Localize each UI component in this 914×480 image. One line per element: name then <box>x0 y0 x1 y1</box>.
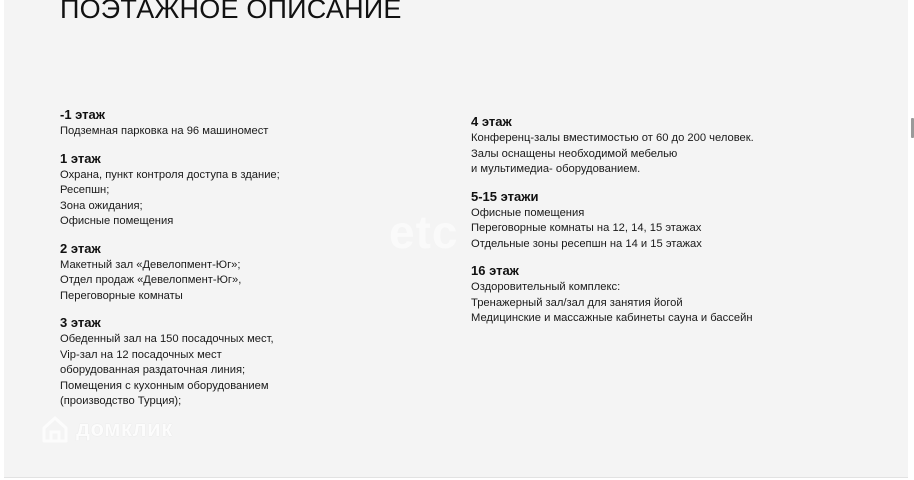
floor-title: 4 этаж <box>471 114 512 129</box>
house-icon <box>40 414 70 444</box>
domclick-watermark-text: домклик <box>76 416 173 441</box>
floor-line: Зона ожидания; <box>60 199 143 212</box>
document-page <box>4 0 908 478</box>
floor-line: Ресепшн; <box>60 184 110 196</box>
floor-line: Отдел продаж «Девелопмент-Юг», <box>60 274 242 286</box>
floor-line: оборудованная раздаточная линия; <box>60 364 246 376</box>
floor-line: (производство Турция); <box>60 395 182 407</box>
floor-section <box>60 314 440 410</box>
floor-line: Залы оснащены необходимой мебелью <box>471 147 678 160</box>
floor-line: Помещения с кухонным оборудованием <box>60 379 269 392</box>
floor-line: и мультимедиа- оборудованием. <box>471 163 641 175</box>
left-column <box>60 106 440 420</box>
floor-line: Отдельные зоны ресепшн на 14 и 15 этажах <box>471 237 702 250</box>
floor-line: Переговорные комнаты <box>60 289 183 302</box>
floor-section <box>471 113 891 178</box>
right-column <box>471 113 891 337</box>
floor-line: Макетный зал «Девелопмент-Юг»; <box>60 258 241 271</box>
floor-title: 1 этаж <box>60 150 101 166</box>
floor-line: Офисные помещения <box>471 206 585 219</box>
floor-title: 5-15 этажи <box>471 188 539 204</box>
floor-section <box>60 150 440 230</box>
watermark-etc: etc <box>389 206 459 258</box>
floor-line: Медицинские и массажные кабинеты сауна и бассейн <box>471 312 753 324</box>
floor-title: 3 этаж <box>60 315 101 330</box>
floor-line: Vip-зал на 12 посадочных мест <box>60 348 222 361</box>
floor-line: Охрана, пункт контроля доступа в здание; <box>60 168 280 181</box>
floor-section <box>471 188 891 253</box>
floor-title: 16 этаж <box>471 263 519 278</box>
floor-line: Подземная парковка на 96 машиномест <box>60 125 269 137</box>
floor-section <box>471 262 891 327</box>
floor-line: Конференц-залы вместимостью от 60 до 200 человек. <box>471 132 754 144</box>
page-title: ПОЭТАЖНОЕ ОПИСАНИЕ <box>60 0 402 24</box>
floor-section <box>60 240 440 305</box>
floor-line: Офисные помещения <box>60 215 174 227</box>
floor-line: Оздоровительный комплекс: <box>471 281 621 293</box>
floor-title: -1 этаж <box>60 107 105 122</box>
floor-title: 2 этаж <box>60 240 101 256</box>
floor-line: Переговорные комнаты на 12, 14, 15 этажах <box>471 222 702 234</box>
domclick-watermark <box>40 414 173 444</box>
floor-line: Обеденный зал на 150 посадочных мест, <box>60 333 274 345</box>
floor-section <box>60 106 440 140</box>
floor-line: Тренажерный зал/зал для занятия йогой <box>471 296 683 309</box>
